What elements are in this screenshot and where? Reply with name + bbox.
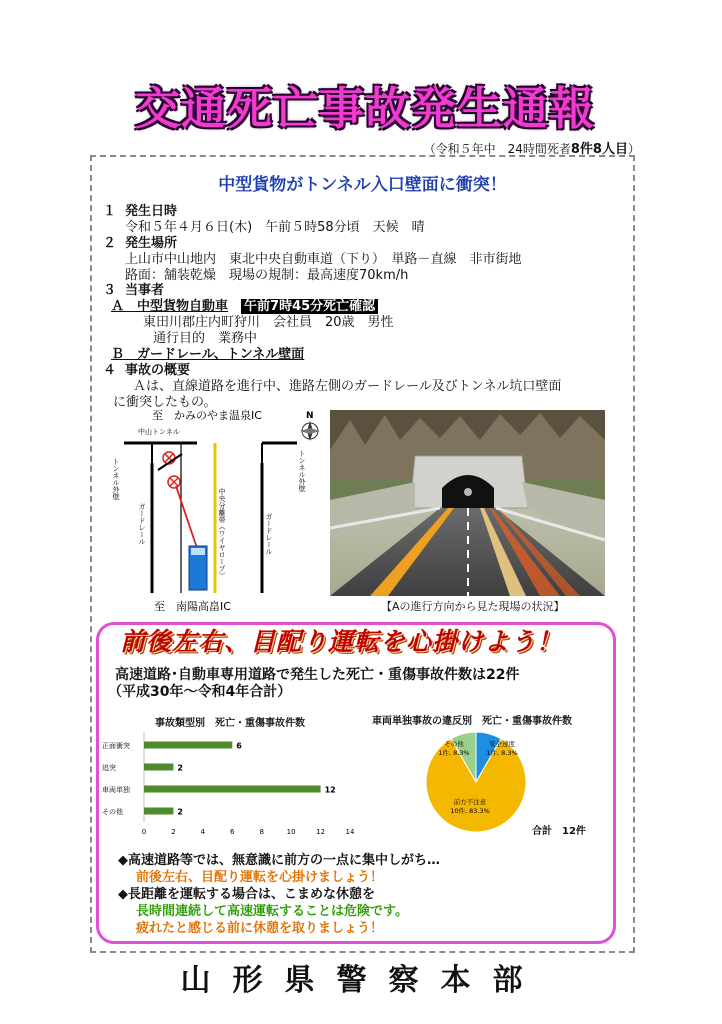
section-num: ３ [103,283,117,298]
stats-line1: 高速道路･自動車専用道路で発生した死亡・重傷事故件数は22件 [115,667,520,683]
notes [118,852,440,937]
map-tunnel-name: 中山トンネル [138,428,180,436]
guardrail-right-label: ガードレール [265,513,273,555]
page-title: 交通死亡事故発生通報 [134,82,595,135]
section-label: 事故の概要 [125,363,191,378]
bar [144,808,173,815]
bar-value-label: 12 [324,785,336,795]
category-label: 追突 [102,764,116,772]
section-location [103,236,522,284]
category-label: 正面衝突 [102,742,130,750]
stats-line2: （平成30年～令和4年合計） [108,684,292,700]
pie-chart [420,726,560,836]
section-label: 当事者 [125,283,165,298]
guardrail-left-label: ガードレール [138,503,146,545]
bar [144,786,321,793]
trajectory-line [176,486,197,548]
accident-map [112,408,327,613]
party-a-line1: 東田川郡庄内町狩川 会社員 20歳 男性 [143,315,394,330]
note-1: ◆高速道路等では、無意識に前方の一点に集中しがち… [118,853,440,868]
bar-value-label: 2 [177,763,184,773]
headline: 中型貨物がトンネル入口壁面に衝突！ [218,175,507,195]
bar-value-label: 6 [236,741,242,751]
pie-slice-value: 1件, 8.3% [486,749,518,758]
party-a-status: 午前7時45分死亡確認 [241,299,378,314]
location-line2: 路面：舗装乾燥 現場の規制：最高速度70km/h [125,268,409,283]
summary-line1: Ａは、直線道路を進行中、進路左側のガードレール及びトンネル坑口壁面 [133,379,562,394]
bar [144,742,232,749]
map-top-label: 至 かみのやま温泉IC [152,409,262,422]
section-num: １ [103,204,117,219]
x-tick-label: 4 [200,828,206,836]
party-b-label: Ｂ ガードレール、トンネル壁面 [111,347,305,362]
section-parties [103,283,394,363]
x-tick-label: 8 [259,828,264,836]
pie-slice-label: その他 [444,740,464,749]
section-label: 発生場所 [125,236,178,251]
datetime-text: 令和５年４月６日(木) 午前５時58分頃 天候 晴 [125,220,425,235]
pie-slice-value: 1件, 8.3% [438,749,470,758]
section-summary [103,363,561,411]
party-a-label: Ａ 中型貨物自動車 [111,299,229,314]
x-tick-label: 2 [171,828,176,836]
scene-photo [330,410,605,596]
note-1b: 前後左右、目配り運転を心掛けましょう！ [136,870,384,885]
footer-org: 山形県警察本部 [180,963,545,998]
party-a-line2: 通行目的 業務中 [153,331,258,346]
bar-chart [100,728,360,836]
tunnel-wall-right-label: トンネル外壁 [298,450,306,492]
section-label: 発生日時 [125,204,178,219]
section-num: ４ [103,363,117,378]
pie-slice-value: 10件, 83.3% [450,807,490,815]
x-tick-label: 14 [345,828,355,836]
x-tick-label: 12 [316,828,326,836]
summary-line2: に衝突したもの。 [113,395,217,410]
tunnel-wall-left-label: トンネル外壁 [112,458,120,500]
pie-slice-label: 前方不注意 [453,798,487,806]
location-line1: 上山市中山地内 東北中央自動車道（下り） 単路－直線 非市街地 [125,252,522,267]
note-2: ◆長距離を運転する場合は、こまめな休憩を [118,887,375,902]
north-label: N [306,411,314,421]
bar-value-label: 2 [177,807,184,817]
photo-caption: 【Aの進行方向から見た現場の状況】 [381,600,565,613]
pie-total: 合計 12件 [532,826,586,837]
note-2c: 疲れたと感じる前に休憩を取りましょう！ [136,921,384,936]
x-tick-label: 10 [286,828,296,836]
subtitle-count: 8件8人目 [570,142,628,157]
subtitle-prefix: （令和５年中 24時間死者 [423,142,571,156]
bar [144,764,173,771]
x-tick-label: 6 [230,828,235,836]
subtitle-suffix: ） [627,142,640,156]
bar-chart-title: 事故類型別 死亡・重傷事故件数 [155,718,305,729]
compass-icon [300,421,320,441]
section-num: ２ [103,236,117,251]
crash-mark-icon [168,476,180,488]
slogan: 前後左右、目配り運転を心掛けよう！ [120,627,563,656]
note-2b: 長時間連続して高速運転することは危険です。 [136,904,408,919]
pie-chart-title: 車両単独事故の違反別 死亡・重傷事故件数 [372,716,572,727]
pie-slice-label: 安全速度 [489,740,516,749]
category-label: 車両単独 [102,786,130,794]
vehicle-cab [191,548,205,555]
median-label: 中央分離帯（ワイヤロープ） [218,488,226,579]
x-tick-label: 0 [141,828,147,836]
section-datetime [103,204,425,236]
category-label: その他 [102,808,123,816]
map-bottom-label: 至 南陽高畠IC [154,600,231,613]
